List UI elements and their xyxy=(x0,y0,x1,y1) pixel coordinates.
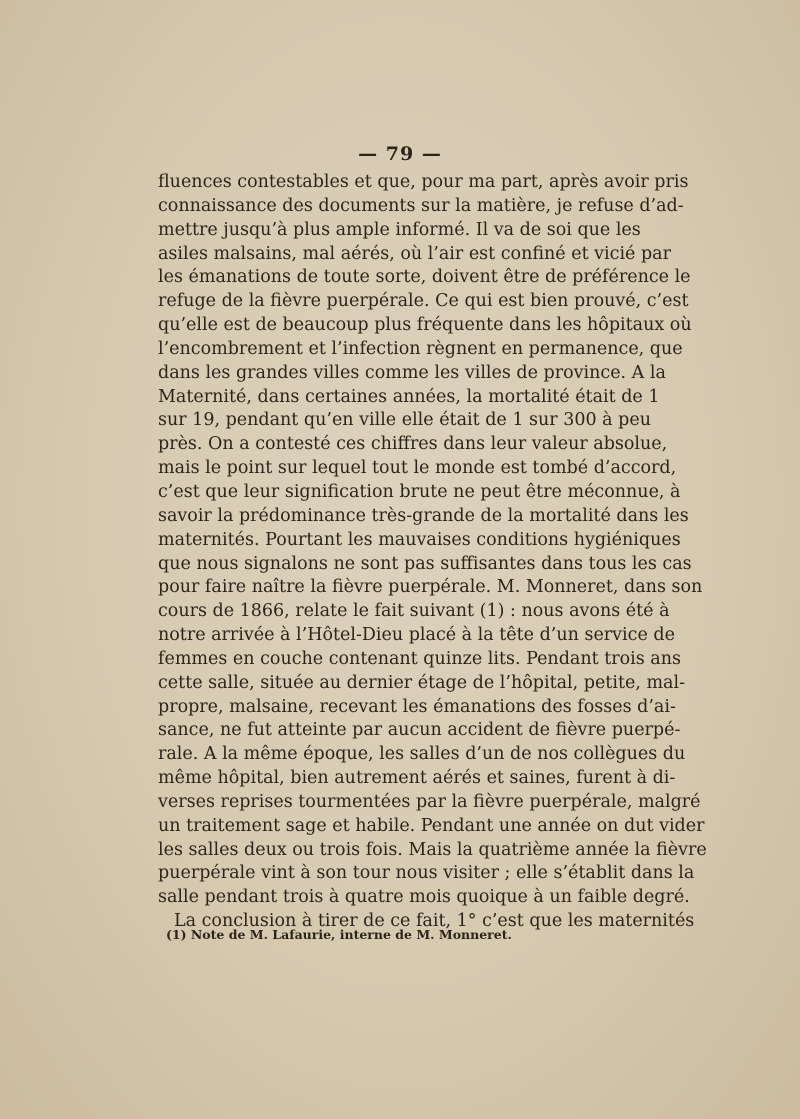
text-line: femmes en couche contenant quinze lits. Pendant trois ans xyxy=(158,648,681,669)
text-line: près. On a contesté ces chiffres dans leur valeur absolue, xyxy=(158,434,668,455)
text-line: cours de 1866, relate le fait suivant (1) : nous avons été à xyxy=(158,601,670,622)
text-line: refuge de la fièvre puerpérale. Ce qui est bien prouvé, c’est xyxy=(158,291,689,312)
text-line: même hôpital, bien autrement aérés et saines, furent à di- xyxy=(158,768,676,789)
text-line: verses reprises tourmentées par la fièvre puerpérale, malgré xyxy=(158,791,701,812)
text-line: les émanations de toute sorte, doivent être de préférence le xyxy=(158,267,691,288)
text-line: mettre jusqu’à plus ample informé. Il va de soi que les xyxy=(158,219,641,240)
text-line: connaissance des documents sur la matière, je refuse d’ad- xyxy=(158,195,684,216)
page-number: — 79 — xyxy=(358,143,442,165)
text-line: propre, malsaine, recevant les émanations des fosses d’ai- xyxy=(158,696,676,717)
text-line: fluences contestables et que, pour ma part, après avoir pris xyxy=(158,172,689,192)
text-line: un traitement sage et habile. Pendant une année on dut vider xyxy=(158,815,705,836)
text-line: qu’elle est de beaucoup plus fréquente dans les hôpitaux où xyxy=(158,315,692,336)
text-line: que nous signalons ne sont pas suffisantes dans tous les cas xyxy=(158,553,692,574)
text-line: sur 19, pendant qu’en ville elle était de 1 sur 300 à peu xyxy=(158,410,651,431)
text-line: dans les grandes villes comme les villes de province. A la xyxy=(158,362,666,383)
text-line: les salles deux ou trois fois. Mais la quatrième année la fièvre xyxy=(158,839,707,860)
text-line: puerpérale vint à son tour nous visiter ; elle s’établit dans la xyxy=(158,863,695,884)
text-line: l’encombrement et l’infection règnent en permanence, que xyxy=(158,338,683,359)
footnote: (1) Note de M. Lafaurie, interne de M. Monneret. xyxy=(166,927,512,942)
text-line: salle pendant trois à quatre mois quoique à un faible degré. xyxy=(158,887,690,908)
text-line: c’est que leur signification brute ne peut être méconnue, à xyxy=(158,481,681,502)
text-line: La conclusion à tirer de ce fait, 1° c’est que les maternités xyxy=(174,911,695,932)
body-text xyxy=(158,171,707,934)
text-line: pour faire naître la fièvre puerpérale. M. Monneret, dans son xyxy=(158,577,703,598)
text-line: maternités. Pourtant les mauvaises conditions hygiéniques xyxy=(158,529,681,550)
text-line: mais le point sur lequel tout le monde est tombé d’accord, xyxy=(158,458,677,479)
text-line: savoir la prédominance très-grande de la mortalité dans les xyxy=(158,505,689,526)
text-line: cette salle, située au dernier étage de l’hôpital, petite, mal- xyxy=(158,672,685,693)
text-line: rale. A la même époque, les salles d’un de nos collègues du xyxy=(158,744,686,765)
text-line: notre arrivée à l’Hôtel-Dieu placé à la tête d’un service de xyxy=(158,625,675,646)
text-line: sance, ne fut atteinte par aucun accident de fièvre puerpé- xyxy=(158,720,681,741)
text-line: asiles malsains, mal aérés, où l’air est confiné et vicié par xyxy=(158,243,671,264)
text-line: Maternité, dans certaines années, la mortalité était de 1 xyxy=(158,386,660,407)
